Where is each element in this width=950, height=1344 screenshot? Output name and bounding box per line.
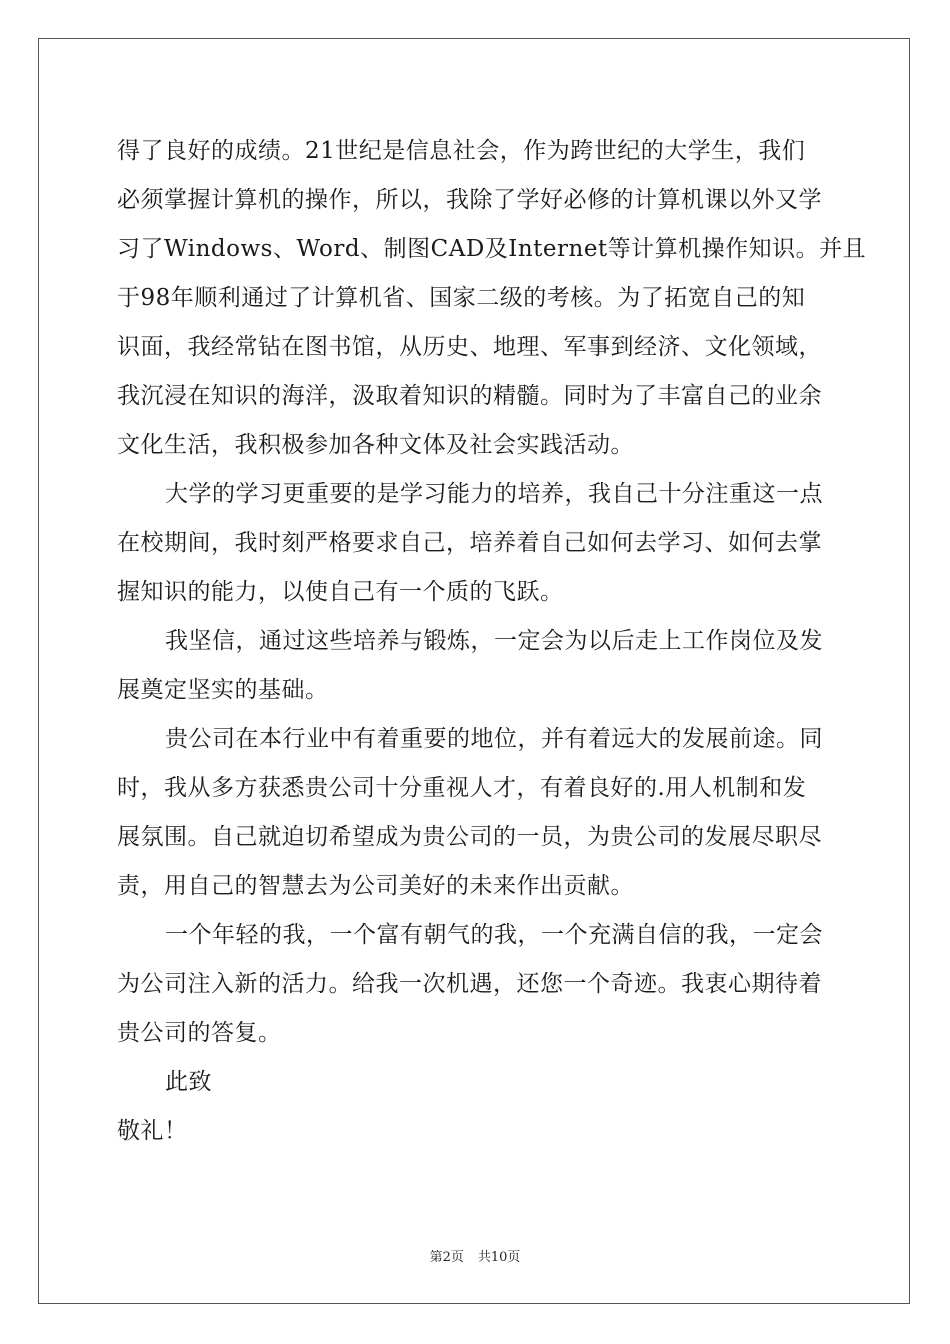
salutation-line: 此致 — [165, 1069, 212, 1095]
paragraph-start-line: 大学的学习更重要的是学习能力的培养，我自己十分注重这一点 — [165, 481, 823, 507]
page-footer — [0, 1246, 950, 1265]
page-number: 第2页 — [429, 1250, 464, 1265]
text-line: 为公司注入新的活力。给我一次机遇，还您一个奇迹。我衷心期待着 — [117, 971, 822, 997]
text-line: 展氛围。自己就迫切希望成为贵公司的一员，为贵公司的发展尽职尽 — [117, 824, 822, 850]
text-line: 在校期间，我时刻严格要求自己，培养着自己如何去学习、如何去掌 — [117, 530, 822, 556]
text-line: 习了Windows、Word、制图CAD及Internet等计算机操作知识。并且 — [117, 236, 867, 262]
text-line: 必须掌握计算机的操作，所以，我除了学好必修的计算机课以外又学 — [117, 187, 822, 213]
closing-line: 敬礼！ — [117, 1118, 188, 1144]
text-line: 握知识的能力，以使自己有一个质的飞跃。 — [117, 579, 564, 605]
text-line: 我沉浸在知识的海洋，汲取着知识的精髓。同时为了丰富自己的业余 — [117, 383, 822, 409]
page-total: 共10页 — [477, 1250, 521, 1265]
paragraph-start-line: 我坚信，通过这些培养与锻炼，一定会为以后走上工作岗位及发 — [165, 628, 823, 654]
paragraph-start-line: 贵公司在本行业中有着重要的地位，并有着远大的发展前途。同 — [165, 726, 823, 752]
text-line: 责，用自己的智慧去为公司美好的未来作出贡献。 — [117, 873, 634, 899]
text-line: 贵公司的答复。 — [117, 1020, 282, 1046]
text-line: 识面，我经常钻在图书馆，从历史、地理、军事到经济、文化领域， — [117, 334, 822, 360]
text-line: 时，我从多方获悉贵公司十分重视人才，有着良好的.用人机制和发 — [117, 775, 807, 801]
letter-body — [117, 127, 867, 1156]
paragraph-start-line: 一个年轻的我，一个富有朝气的我，一个充满自信的我，一定会 — [165, 922, 823, 948]
text-line: 得了良好的成绩。21世纪是信息社会，作为跨世纪的大学生，我们 — [117, 138, 806, 164]
text-line: 展奠定坚实的基础。 — [117, 677, 329, 703]
text-line: 文化生活，我积极参加各种文体及社会实践活动。 — [117, 432, 634, 458]
text-line: 于98年顺利通过了计算机省、国家二级的考核。为了拓宽自己的知 — [117, 285, 806, 311]
